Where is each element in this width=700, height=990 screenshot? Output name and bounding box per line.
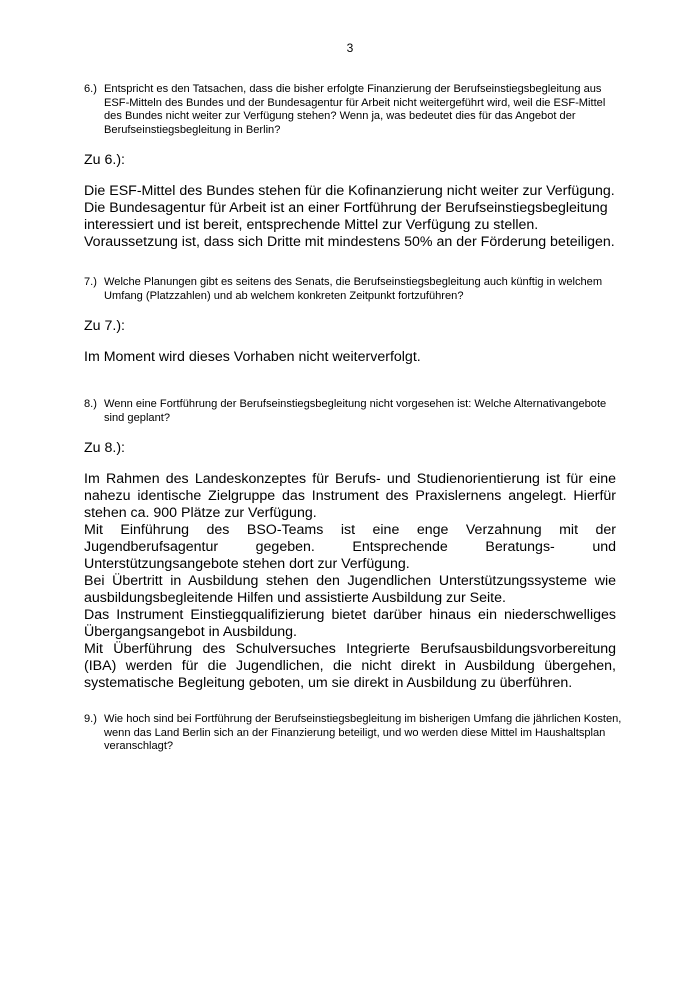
answer-paragraph: Bei Übertritt in Ausbildung stehen den Jugendlichen Unterstützungssysteme wie ausbildungsbegleitende Hilfen und assistierte Ausbildung zur Seite. [84,573,616,606]
question-number: 9.) [84,713,97,725]
answer-paragraph: Das Instrument Einstiegqualifizierung bietet darüber hinaus ein niederschwelliges Übergangsangebot in Ausbildung. [84,607,616,640]
answer-7 [84,349,616,366]
answer-paragraph: Mit Einführung des BSO-Teams ist eine enge Verzahnung mit der Jugendberufsagentur gegeben. Entsprechende Beratungs- und Unterstützungsangebote stehen dort zur Verfügung. [84,522,616,572]
question-text: Wie hoch sind bei Fortführung der Berufseinstiegsbegleitung im bisherigen Umfang die jährlichen Kosten, wenn das Land Berlin sich an der Finanzierung beteiligt, und wo werden diese Mittel im Haushaltsplan veranschlagt? [104,713,622,753]
question-7 [84,276,624,303]
question-text: Welche Planungen gibt es seitens des Senats, die Berufseinstiegsbegleitung auch künftig in welchem Umfang (Platzzahlen) und ab welchem konkreten Zeitpunkt fortzuführen? [104,276,603,302]
question-number: 8.) [84,398,97,410]
question-8 [84,398,624,425]
answer-6 [84,183,616,251]
answer-heading-7: Zu 7.): [84,318,125,334]
question-text: Entspricht es den Tatsachen, dass die bisher erfolgte Finanzierung der Berufseinstiegsbegleitung aus ESF-Mitteln des Bundes und der Bundesagentur für Arbeit nicht weitergeführt wird, weil die ESF-Mittel des Bundes nicht weiter zur Verfügung stehen? Wenn ja, was bedeutet dies für das Angebot der Berufseinstiegsbegleitung in Berlin? [104,83,606,137]
answer-paragraph: Im Moment wird dieses Vorhaben nicht weiterverfolgt. [84,349,421,365]
question-9 [84,713,624,754]
answer-8 [84,471,616,692]
question-text: Wenn eine Fortführung der Berufseinstiegsbegleitung nicht vorgesehen ist: Welche Alternativangebote sind geplant? [104,398,607,424]
page-number: 3 [346,41,354,55]
answer-heading-6: Zu 6.): [84,152,125,168]
answer-paragraph: Die ESF-Mittel des Bundes stehen für die Kofinanzierung nicht weiter zur Verfügung. Die Bundesagentur für Arbeit ist an einer Fortführung der Berufseinstiegsbegleitung interessiert und ist bereit, entsprechende Mittel zur Verfügung zu stellen. Voraussetzung ist, dass sich Dritte mit mindestens 50% an der Förderung beteiligen. [84,183,615,250]
question-number: 7.) [84,276,97,288]
question-number: 6.) [84,83,97,95]
answer-paragraph: Im Rahmen des Landeskonzeptes für Berufs- und Studienorientierung ist für eine nahezu identische Zielgruppe das Instrument des Praxislernens angelegt. Hierfür stehen ca. 900 Plätze zur Verfügung. [84,471,616,521]
answer-heading-8: Zu 8.): [84,440,125,456]
question-6 [84,83,624,138]
answer-paragraph: Mit Überführung des Schulversuches Integrierte Berufsausbildungsvorbereitung (IBA) werden für die Jugendlichen, die nicht direkt in Ausbildung übergehen, systematische Begleitung geboten, um sie direkt in Ausbildung zu überführen. [84,641,616,691]
